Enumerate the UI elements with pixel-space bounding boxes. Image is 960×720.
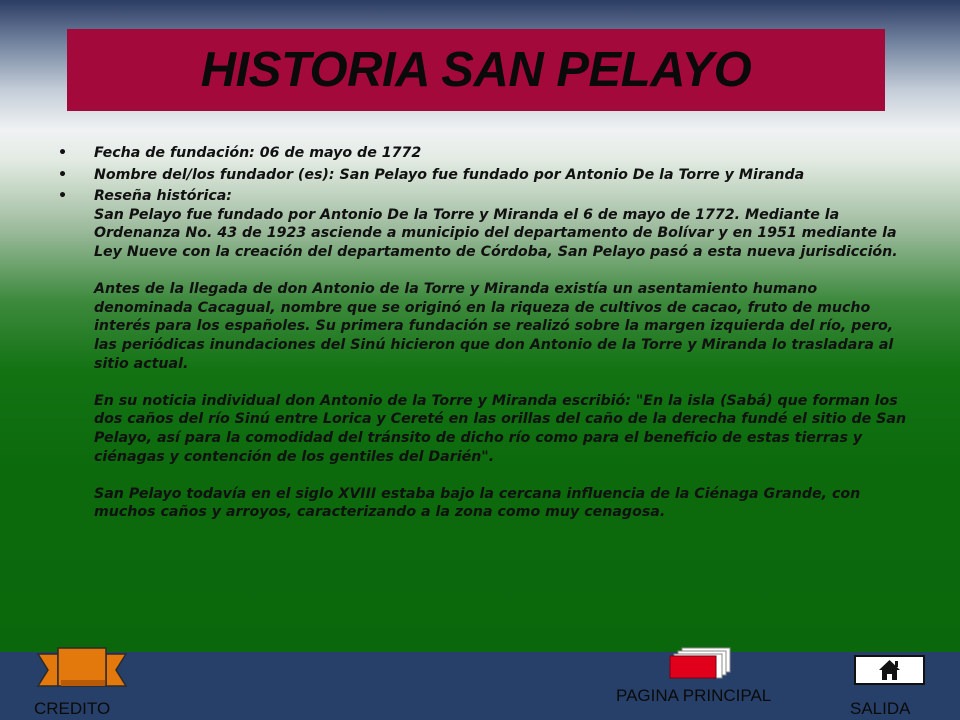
history-content — [58, 144, 913, 525]
credit-ribbon-icon[interactable] — [36, 646, 128, 694]
footer-bar — [0, 652, 960, 720]
page-title: HISTORIA SAN PELAYO — [200, 43, 752, 97]
bullet-icon: • — [58, 166, 68, 183]
resena-paragraph-4: San Pelayo todavía en el siglo XVIII estaba bajo la cercana influencia de la Ciénaga Grande, con muchos caños y arroyos, caracterizando a la zona como muy cenagosa. — [94, 485, 861, 521]
list-item-fecha — [58, 144, 913, 163]
home-icon[interactable] — [854, 655, 925, 685]
title-banner — [67, 29, 885, 111]
fundador-text: Nombre del/los fundador (es): San Pelayo fue fundado por Antonio De la Torre y Miranda — [94, 166, 805, 183]
main-page-cards-icon[interactable] — [668, 646, 732, 680]
resena-heading: Reseña histórica: — [94, 188, 232, 205]
resena-paragraph-2: Antes de la llegada de don Antonio de la Torre y Miranda existía un asentamiento humano denominada Cacagual, nombre que se originó en la riqueza de cultivos de cacao, fruto de mucho interés para los españoles. Su primera fundación se realizó sobre la margen izquierda del río, pero, las periódicas inundaciones del Sinú hicieron que don Antonio de la Torre y Miranda lo trasladara al sitio actual. — [94, 281, 894, 372]
list-item-resena — [58, 187, 913, 522]
resena-paragraph-1: San Pelayo fue fundado por Antonio De la Torre y Miranda el 6 de mayo de 1772. Mediante la Ordenanza No. 43 de 1923 asciende a municipio del departamento de Bolívar y en 1951 mediante la Ley Nueve con la creación del departamento de Córdoba, San Pelayo pasó a esta nueva jurisdicción. — [94, 206, 898, 260]
main-page-button-label[interactable]: PAGINA PRINCIPAL — [616, 686, 772, 705]
bullet-icon: • — [58, 188, 68, 205]
resena-paragraph-3: En su noticia individual don Antonio de la Torre y Miranda escribió: "En la isla (Sabá) que forman los dos caños del río Sinú entre Lorica y Cereté en las orillas del caño de la derecha fundé el sitio de San Pelayo, así para la comodidad del tránsito de dicho río como para el beneficio de estas tierras y ciénagas y contención de los gentiles del Darién". — [94, 392, 907, 465]
list-item-fundador — [58, 166, 913, 185]
exit-button-label[interactable]: SALIDA — [850, 699, 911, 718]
bullet-icon: • — [58, 145, 68, 161]
credit-button-label[interactable]: CREDITO — [34, 699, 111, 718]
fecha-text: Fecha de fundación: 06 de mayo de 1772 — [94, 145, 422, 161]
